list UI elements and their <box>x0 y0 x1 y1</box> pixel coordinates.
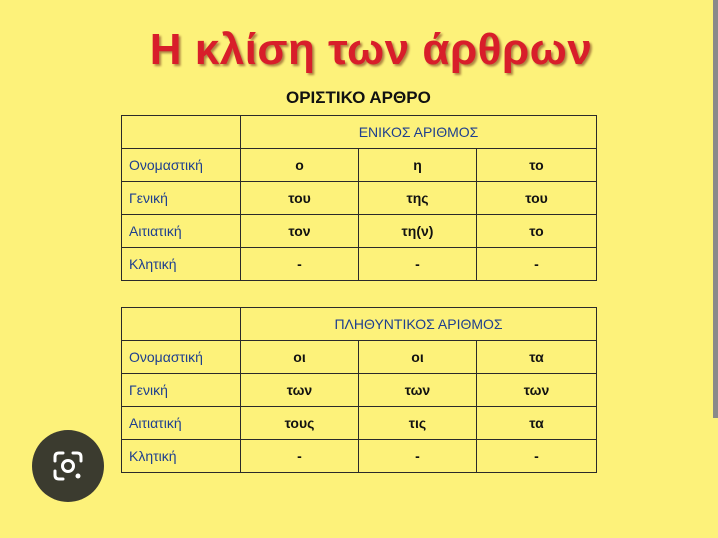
table-header-row <box>122 308 597 341</box>
masculine-form: - <box>241 440 359 473</box>
case-label: Κλητική <box>122 248 241 281</box>
case-label: Αιτιατική <box>122 215 241 248</box>
neuter-form: τα <box>477 407 597 440</box>
feminine-form: οι <box>359 341 477 374</box>
table-header-row <box>122 116 597 149</box>
neuter-form: - <box>477 248 597 281</box>
table-row <box>122 248 597 281</box>
feminine-form: - <box>359 440 477 473</box>
corner-cell <box>122 116 241 149</box>
neuter-form: το <box>477 215 597 248</box>
neuter-form: - <box>477 440 597 473</box>
table-row <box>122 440 597 473</box>
feminine-form: η <box>359 149 477 182</box>
feminine-form: της <box>359 182 477 215</box>
page-title: Η κλίση των άρθρων <box>149 25 593 74</box>
case-label: Κλητική <box>122 440 241 473</box>
masculine-form: οι <box>241 341 359 374</box>
feminine-form: τις <box>359 407 477 440</box>
google-lens-icon <box>51 449 85 483</box>
masculine-form: - <box>241 248 359 281</box>
feminine-form: τη(ν) <box>359 215 477 248</box>
plural-header: ΠΛΗΘΥΝΤΙΚΟΣ ΑΡΙΘΜΟΣ <box>241 308 597 341</box>
singular-table <box>121 115 597 281</box>
feminine-form: των <box>359 374 477 407</box>
case-label: Ονομαστική <box>122 341 241 374</box>
table-row <box>122 149 597 182</box>
table-row <box>122 341 597 374</box>
case-label: Ονομαστική <box>122 149 241 182</box>
subtitle: ΟΡΙΣΤΙΚΟ ΑΡΘΡΟ <box>286 88 431 107</box>
singular-header: ΕΝΙΚΟΣ ΑΡΙΘΜΟΣ <box>241 116 597 149</box>
table-row <box>122 215 597 248</box>
plural-table <box>121 307 597 473</box>
feminine-form: - <box>359 248 477 281</box>
case-label: Γενική <box>122 374 241 407</box>
masculine-form: των <box>241 374 359 407</box>
masculine-form: τον <box>241 215 359 248</box>
table-row <box>122 182 597 215</box>
case-label: Γενική <box>122 182 241 215</box>
masculine-form: του <box>241 182 359 215</box>
table-row <box>122 407 597 440</box>
case-label: Αιτιατική <box>122 407 241 440</box>
neuter-form: των <box>477 374 597 407</box>
neuter-form: το <box>477 149 597 182</box>
masculine-form: τους <box>241 407 359 440</box>
neuter-form: του <box>477 182 597 215</box>
google-lens-button[interactable] <box>32 430 104 502</box>
corner-cell <box>122 308 241 341</box>
masculine-form: ο <box>241 149 359 182</box>
neuter-form: τα <box>477 341 597 374</box>
table-row <box>122 374 597 407</box>
